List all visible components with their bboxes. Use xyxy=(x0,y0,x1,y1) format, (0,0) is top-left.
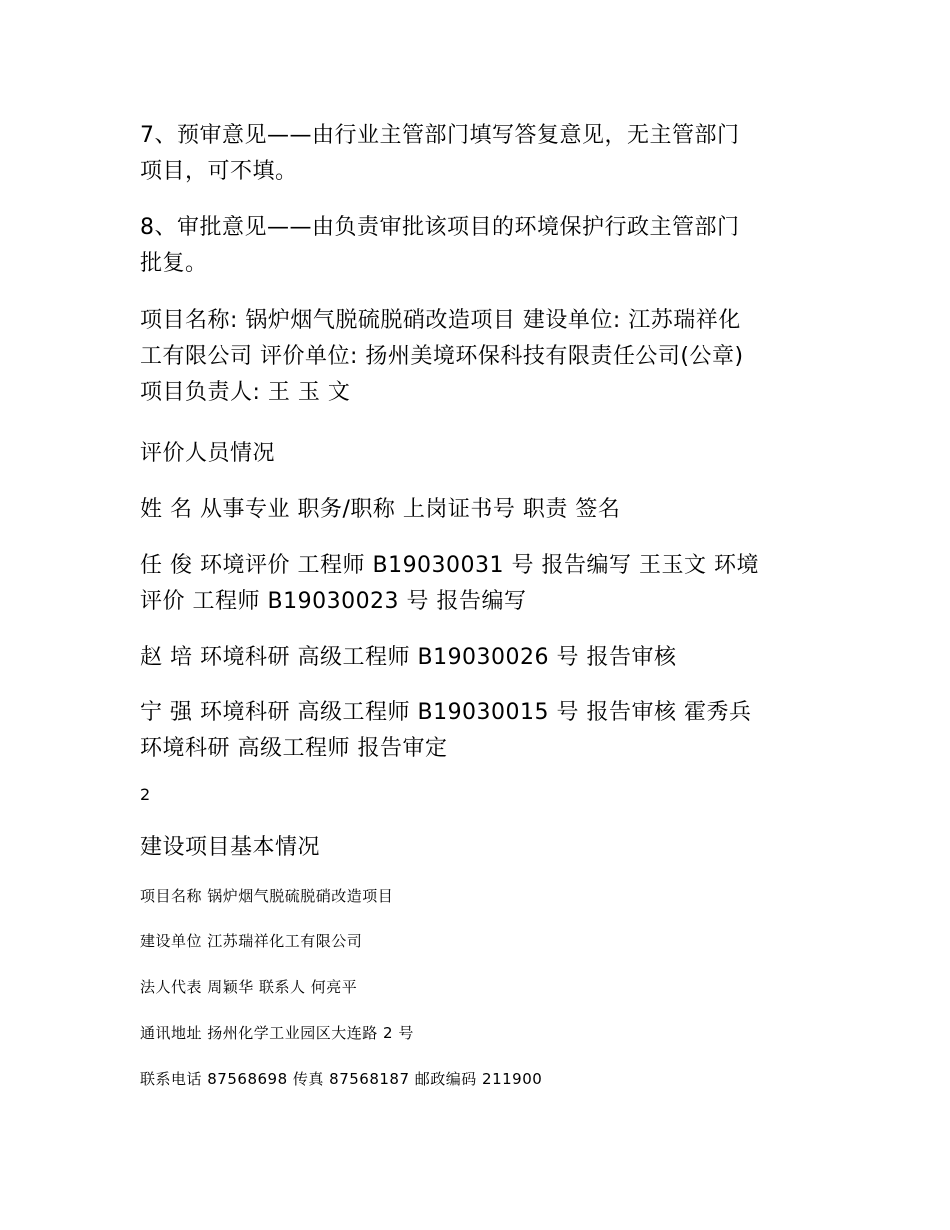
personnel-row-2-line-1: 赵 培 环境科研 高级工程师 B19030026 号 报告审核 xyxy=(140,645,677,670)
basic-info-address: 通讯地址 扬州化学工业园区大连路 2 号 xyxy=(140,1024,414,1042)
note-item-7 xyxy=(140,118,820,190)
basic-info-legal-rep: 法人代表 周颖华 联系人 何亮平 xyxy=(140,978,358,996)
project-block-line-3: 项目负责人: 王 玉 文 xyxy=(140,380,351,405)
personnel-row-3-line-2: 环境科研 高级工程师 报告审定 xyxy=(140,736,448,761)
page-number: 2 xyxy=(140,785,151,804)
note-item-7-line-2: 项目，可不填。 xyxy=(140,159,298,184)
project-block-line-2: 工有限公司 评价单位: 扬州美境环保科技有限责任公司(公章) xyxy=(140,344,744,369)
note-item-7-line-1: 7、预审意见——由行业主管部门填写答复意见，无主管部门 xyxy=(140,123,740,148)
basic-info-contact: 联系电话 87568698 传真 87568187 邮政编码 211900 xyxy=(140,1070,543,1088)
personnel-row-1-line-1: 任 俊 环境评价 工程师 B19030031 号 报告编写 王玉文 环境 xyxy=(140,553,760,578)
note-item-8-line-1: 8、审批意见——由负责审批该项目的环境保护行政主管部门 xyxy=(140,215,740,240)
personnel-row-3 xyxy=(140,695,820,767)
project-block xyxy=(140,303,820,411)
basic-info-heading: 建设项目基本情况 xyxy=(140,835,321,860)
personnel-row-1 xyxy=(140,548,820,620)
personnel-heading: 评价人员情况 xyxy=(140,441,276,466)
personnel-header-row: 姓 名 从事专业 职务/职称 上岗证书号 职责 签名 xyxy=(140,497,621,522)
project-block-line-1: 项目名称: 锅炉烟气脱硫脱硝改造项目 建设单位: 江苏瑞祥化 xyxy=(140,308,741,333)
note-item-8-line-2: 批复。 xyxy=(140,251,208,276)
basic-info-builder: 建设单位 江苏瑞祥化工有限公司 xyxy=(140,932,363,950)
personnel-row-2 xyxy=(140,640,820,676)
note-item-8 xyxy=(140,210,820,282)
basic-info-project-name: 项目名称 锅炉烟气脱硫脱硝改造项目 xyxy=(140,887,394,905)
personnel-row-1-line-2: 评价 工程师 B19030023 号 报告编写 xyxy=(140,589,527,614)
personnel-row-3-line-1: 宁 强 环境科研 高级工程师 B19030015 号 报告审核 霍秀兵 xyxy=(140,700,752,725)
